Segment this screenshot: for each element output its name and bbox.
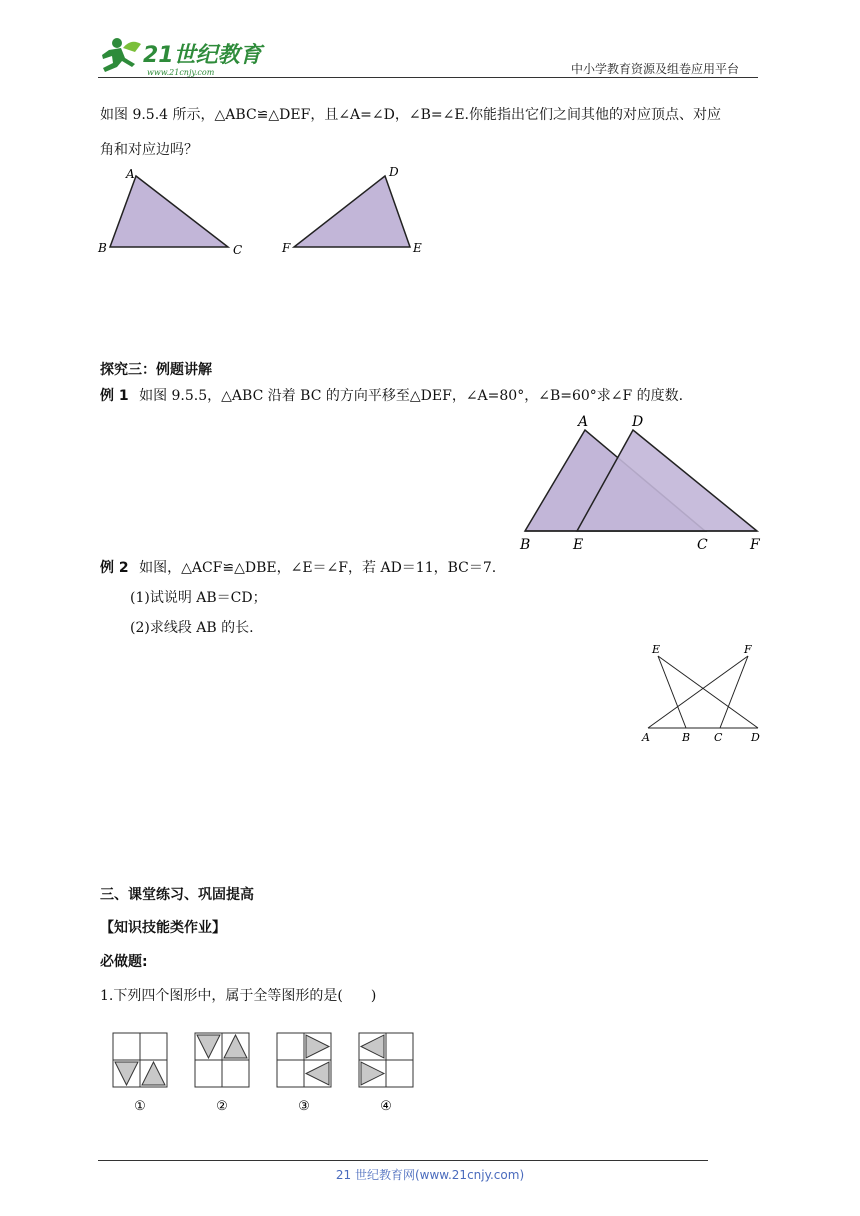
example-2-text: 如图，△ACF≌△DBE，∠E＝∠F，若 AD＝11，BC＝7. xyxy=(139,560,497,576)
option-label-2: ② xyxy=(216,1099,228,1114)
logo-runner-icon xyxy=(95,34,265,78)
intro-line-2: 角和对应边吗？ xyxy=(100,142,198,158)
label-a: A xyxy=(578,414,589,430)
label-b: B xyxy=(520,537,531,553)
label-b: B xyxy=(682,731,691,744)
required-label: 必做题: xyxy=(100,954,148,970)
option-figure-4 xyxy=(359,1033,413,1087)
option-figure-1 xyxy=(113,1033,167,1087)
label-e: E xyxy=(573,537,584,553)
label-d: D xyxy=(632,414,644,430)
example-2 xyxy=(100,558,496,578)
label-d: D xyxy=(751,731,760,744)
label-f: F xyxy=(750,537,760,553)
practice-heading: 三、课堂练习、巩固提高 xyxy=(100,887,254,903)
option-label-4: ④ xyxy=(380,1099,392,1114)
option-figure-2 xyxy=(195,1033,249,1087)
label-f: F xyxy=(744,643,752,656)
example-2-q2: (2)求线段 AB 的长. xyxy=(130,620,254,636)
vertex-label-d: D xyxy=(389,165,399,179)
intro-line-1: 如图 9.5.4 所示，△ABC≌△DEF，且∠A=∠D，∠B=∠E.你能指出它们之间其他的对应顶点、对应 xyxy=(100,107,721,123)
label-c: C xyxy=(714,731,723,744)
footer-link[interactable]: 21 世纪教育网(www.21cnjy.com) xyxy=(335,1168,525,1182)
header-logo xyxy=(95,34,265,78)
example-2-q1: (1)试说明 AB＝CD； xyxy=(130,590,267,606)
vertex-label-e: E xyxy=(413,241,422,255)
question-1-figures xyxy=(105,1025,435,1120)
option-label-3: ③ xyxy=(298,1099,310,1114)
option-label-1: ① xyxy=(134,1099,146,1114)
option-figure-3 xyxy=(277,1033,331,1087)
triangle-abc xyxy=(110,176,228,247)
label-a: A xyxy=(642,731,650,744)
example-2-figure xyxy=(638,640,768,750)
figure-9-5-4 xyxy=(90,160,440,270)
label-e: E xyxy=(652,643,661,656)
vertex-label-f: F xyxy=(282,241,291,255)
figure-9-5-5 xyxy=(515,410,775,555)
line-ed xyxy=(658,656,758,728)
site-name: 中小学教育资源及组卷应用平台 xyxy=(571,62,740,76)
line-fa xyxy=(648,656,748,728)
vertex-label-a: A xyxy=(126,167,135,181)
vertex-label-c: C xyxy=(233,243,243,257)
footer-divider xyxy=(98,1160,708,1161)
vertex-label-b: B xyxy=(98,241,107,255)
label-c: C xyxy=(697,537,708,553)
triangle-def xyxy=(294,176,410,247)
header-divider xyxy=(98,77,758,78)
practice-subheading: 【知识技能类作业】 xyxy=(100,920,226,936)
section-heading: 探究三：例题讲解 xyxy=(100,362,212,378)
example-1-label: 例 1 xyxy=(100,388,129,404)
logo-url: www.21cnjy.com xyxy=(147,68,215,77)
question-1: 1.下列四个图形中，属于全等图形的是( ) xyxy=(100,988,377,1004)
example-2-label: 例 2 xyxy=(100,560,129,576)
logo-text: 21世纪教育 xyxy=(143,43,262,68)
example-1 xyxy=(100,386,683,406)
example-1-text: 如图 9.5.5，△ABC 沿着 BC 的方向平移至△DEF，∠A=80°，∠B=60°求∠F 的度数. xyxy=(139,388,684,404)
